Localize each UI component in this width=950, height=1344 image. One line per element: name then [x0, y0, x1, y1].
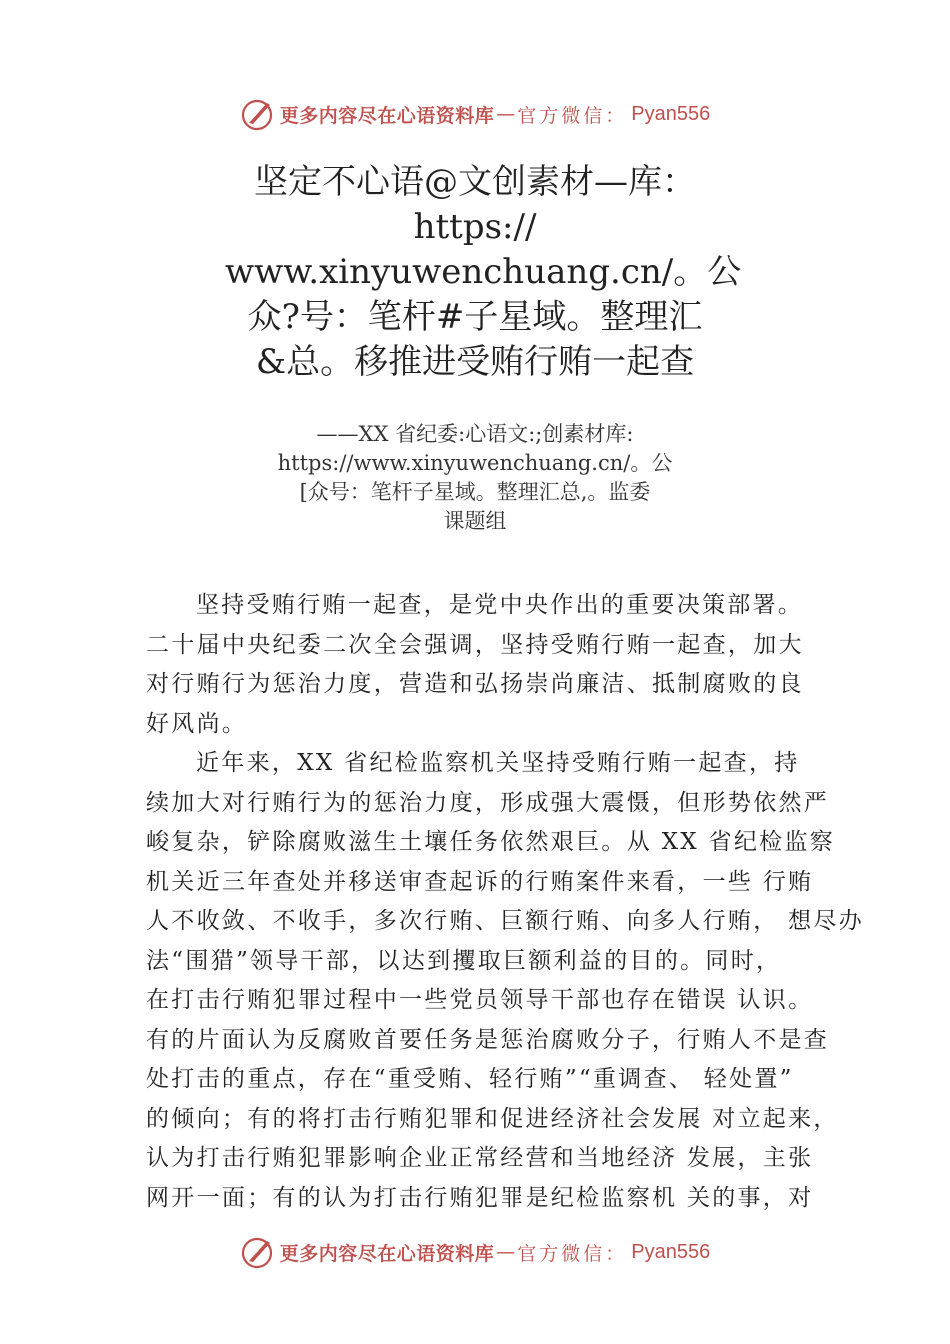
document-title: [225, 160, 742, 385]
banner-text: 更多内容尽在心语资料库: [279, 1242, 495, 1265]
paragraph-line: 在打击行贿犯罪过程中一些党员领导干部也存在错误 认识。: [146, 987, 814, 1013]
paragraph-line: 有的片面认为反腐败首要任务是惩治腐败分子，行贿人不是查: [146, 1026, 830, 1053]
paragraph-line: 续加大对行贿行为的惩治力度，形成强大震慑，但形势依然严: [146, 789, 830, 816]
document-body: [146, 586, 865, 1218]
title-line: www.xinyuwenchuang.cn/。公: [225, 252, 742, 292]
banner-separator: —: [496, 1241, 516, 1263]
paragraph-line: 好风尚。: [146, 710, 248, 737]
banner-label: 官方微信：: [517, 104, 628, 127]
title-line: https://: [413, 207, 537, 247]
author-line: 课题组: [443, 509, 507, 533]
title-line: 众?号：笔杆#子星域。整理汇: [247, 297, 703, 337]
author-line: https://www.xinyuwenchuang.cn/。公: [277, 451, 673, 475]
paragraph-line: 处打击的重点，存在“重受贿、轻行贿”“重调查、 轻处置”: [146, 1066, 794, 1092]
header-banner: [0, 92, 950, 136]
footer-banner: [0, 1230, 950, 1274]
paragraph-line: 法“围猎”领导干部，以达到攫取巨额利益的目的。同时，: [146, 947, 782, 974]
paragraph-line: 二十届中央纪委二次全会强调，坚持受贿行贿一起查，加大: [146, 631, 804, 658]
banner-wechat-id: Pyan556: [631, 102, 711, 125]
title-line: &总。移推进受贿行贿一起查: [255, 342, 695, 382]
author-line: ——XX 省纪委:心语文:;创素材库:: [316, 422, 634, 446]
paragraph-line: 人不收敛、不收手，多次行贿、巨额行贿、向多人行贿， 想尽办: [146, 908, 865, 934]
title-line: 坚定不心语@文创素材—库：: [254, 162, 696, 202]
paragraph-line: 机关近三年查处并移送审查起诉的行贿案件来看，一些 行贿: [146, 868, 814, 895]
paragraph-line: 认为打击行贿犯罪影响企业正常经营和当地经济 发展，主张: [146, 1145, 814, 1171]
paragraph-line: 坚持受贿行贿一起查，是党中央作出的重要决策部署。: [196, 592, 804, 618]
author-line: [众号：笔杆子星域。整理汇总,。监委: [299, 480, 651, 504]
banner-wechat-id: Pyan556: [631, 1240, 711, 1263]
banner-label: 官方微信：: [517, 1242, 628, 1265]
quill-logo-icon: [240, 1234, 276, 1270]
banner-text: 更多内容尽在心语资料库: [279, 104, 495, 127]
paragraph-line: 峻复杂，铲除腐败滋生土壤任务依然艰巨。从 XX 省纪检监察: [146, 829, 836, 855]
document-author: [225, 420, 725, 536]
paragraph-line: 网开一面；有的认为打击行贿犯罪是纪检监察机 关的事，对: [146, 1184, 814, 1211]
paragraph-line: 的倾向；有的将打击行贿犯罪和促进经济社会发展 对立起来，: [146, 1105, 839, 1132]
banner-separator: —: [496, 103, 516, 125]
quill-logo-icon: [240, 96, 276, 132]
paragraph-line: 近年来，XX 省纪检监察机关坚持受贿行贿一起查，持: [196, 750, 800, 776]
paragraph-line: 对行贿行为惩治力度，营造和弘扬崇尚廉洁、抵制腐败的良: [146, 671, 804, 697]
